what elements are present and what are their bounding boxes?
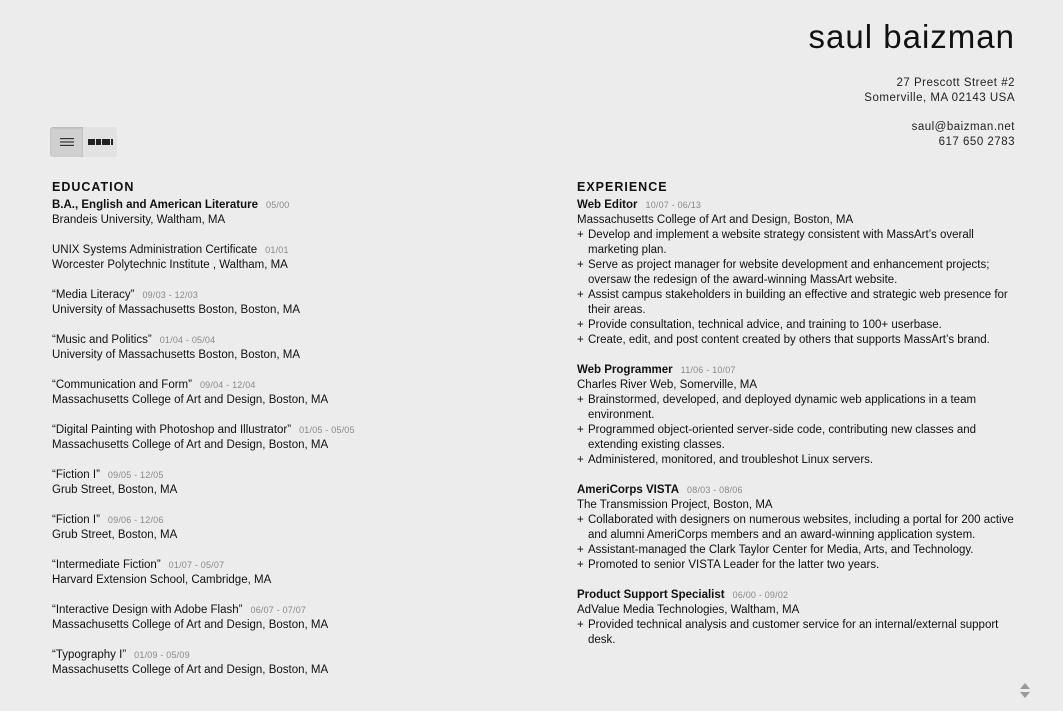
- education-dates: 01/01: [265, 245, 289, 255]
- education-entry: [52, 513, 532, 543]
- job-duties: [577, 513, 1017, 573]
- job-employer: Massachusetts College of Art and Design, Boston, MA: [577, 214, 854, 226]
- job-employer: The Transmission Project, Boston, MA: [577, 499, 773, 511]
- education-entry: [52, 468, 532, 498]
- job-title: AmeriCorps VISTA: [577, 484, 680, 496]
- education-dates: 09/06 - 12/06: [107, 515, 164, 525]
- education-title: “Communication and Form”: [52, 379, 192, 391]
- phone-number: 617 650 2783: [938, 136, 1015, 148]
- job-title: Web Programmer: [577, 364, 673, 376]
- education-entry: [52, 378, 532, 408]
- job-duties: [577, 618, 1017, 648]
- experience-section: [577, 180, 1017, 663]
- job-title: Web Editor: [577, 199, 638, 211]
- job-duty: + Administered, monitored, and troubleshot Linux servers.: [577, 453, 1017, 468]
- education-title: UNIX Systems Administration Certificate: [52, 244, 258, 256]
- education-institution: University of Massachusetts Boston, Boston, MA: [52, 349, 300, 361]
- education-entry: [52, 333, 532, 363]
- education-dates: 09/05 - 12/05: [107, 470, 164, 480]
- education-institution: Harvard Extension School, Cambridge, MA: [52, 574, 272, 586]
- education-dates: 09/04 - 12/04: [199, 380, 256, 390]
- education-title: “Typography I”: [52, 649, 127, 661]
- experience-entry: [577, 483, 1017, 573]
- email-link[interactable]: saul@baizman.net: [911, 121, 1015, 133]
- education-section: [52, 180, 532, 693]
- education-dates: 09/03 - 12/03: [142, 290, 199, 300]
- education-title: “Media Literacy”: [52, 289, 135, 301]
- education-institution: Grub Street, Boston, MA: [52, 529, 178, 541]
- job-duty: + Assistant-managed the Clark Taylor Center for Media, Arts, and Technology.: [577, 543, 1017, 558]
- job-duty: + Create, edit, and post content created by others that supports MassArt’s brand.: [577, 333, 1017, 348]
- education-institution: Grub Street, Boston, MA: [52, 484, 178, 496]
- education-institution: Massachusetts College of Art and Design, Boston, MA: [52, 664, 329, 676]
- list-view-icon: [59, 137, 75, 147]
- experience-heading: EXPERIENCE: [577, 180, 668, 194]
- job-dates: 11/06 - 10/07: [680, 365, 736, 375]
- education-entry: [52, 423, 532, 453]
- education-institution: Massachusetts College of Art and Design, Boston, MA: [52, 439, 329, 451]
- job-dates: 10/07 - 06/13: [645, 200, 702, 210]
- education-entry: [52, 243, 532, 273]
- education-dates: 01/07 - 05/07: [168, 560, 225, 570]
- contact-block: [912, 120, 1015, 150]
- job-duty: + Develop and implement a website strategy consistent with MassArt’s overall marketing plan.: [577, 228, 1017, 258]
- education-dates: 01/05 - 05/05: [299, 425, 355, 435]
- experience-entry: [577, 198, 1017, 348]
- education-entry: [52, 288, 532, 318]
- education-title: “Music and Politics”: [52, 334, 152, 346]
- education-dates: 06/07 - 07/07: [250, 605, 307, 615]
- education-entry: [52, 603, 532, 633]
- education-heading: EDUCATION: [52, 180, 135, 194]
- job-duty: + Programmed object-oriented server-side code, contributing new classes and extending existing classes.: [577, 423, 1017, 453]
- job-employer: AdValue Media Technologies, Waltham, MA: [577, 604, 800, 616]
- bar-view-button[interactable]: [83, 127, 116, 157]
- experience-entry: [577, 588, 1017, 648]
- education-title: “Digital Painting with Photoshop and Illustrator”: [52, 424, 292, 436]
- job-title: Product Support Specialist: [577, 589, 725, 601]
- education-entry: [52, 198, 532, 228]
- job-employer: Charles River Web, Somerville, MA: [577, 379, 758, 391]
- job-duties: [577, 393, 1017, 468]
- scroll-arrows-icon[interactable]: [1019, 682, 1031, 700]
- job-duty: + Brainstormed, developed, and deployed dynamic web applications in a team environment.: [577, 393, 1017, 423]
- education-entry: [52, 558, 532, 588]
- bar-view-icon: [87, 138, 113, 146]
- resume-name: saul baizman: [808, 18, 1015, 55]
- education-dates: 01/09 - 05/09: [134, 650, 190, 660]
- job-duty: + Serve as project manager for website development and enhancement projects; oversaw the redesign of the award-winning MassArt website.: [577, 258, 1017, 288]
- view-toggle: [50, 127, 117, 157]
- job-duty: + Collaborated with designers on numerous websites, including a portal for 200 active and alumni AmeriCorps members and an award-winning application system.: [577, 513, 1017, 543]
- education-entry: [52, 648, 532, 678]
- job-duty: + Provided technical analysis and customer service for an internal/external support desk.: [577, 618, 1017, 648]
- education-institution: University of Massachusetts Boston, Boston, MA: [52, 304, 300, 316]
- job-duty: + Provide consultation, technical advice, and training to 100+ userbase.: [577, 318, 1017, 333]
- list-view-button[interactable]: [50, 127, 83, 157]
- address-line-2: Somerville, MA 02143 USA: [864, 92, 1015, 104]
- education-title: “Fiction I”: [52, 469, 100, 481]
- education-title: “Fiction I”: [52, 514, 100, 526]
- education-title: B.A., English and American Literature: [52, 199, 258, 211]
- job-dates: 08/03 - 08/06: [687, 485, 743, 495]
- experience-entry: [577, 363, 1017, 468]
- education-institution: Massachusetts College of Art and Design, Boston, MA: [52, 394, 329, 406]
- education-dates: 01/04 - 05/04: [159, 335, 216, 345]
- education-title: “Interactive Design with Adobe Flash”: [52, 604, 243, 616]
- job-duty: + Assist campus stakeholders in building an effective and strategic web presence for their areas.: [577, 288, 1017, 318]
- job-duties: [577, 228, 1017, 348]
- education-dates: 05/00: [265, 200, 290, 210]
- education-institution: Brandeis University, Waltham, MA: [52, 214, 226, 226]
- job-duty: + Promoted to senior VISTA Leader for the latter two years.: [577, 558, 1017, 573]
- education-title: “Intermediate Fiction”: [52, 559, 161, 571]
- address-line-1: 27 Prescott Street #2: [896, 77, 1015, 89]
- education-institution: Worcester Polytechnic Institute , Waltham, MA: [52, 259, 288, 271]
- job-dates: 06/00 - 09/02: [732, 590, 789, 600]
- education-institution: Massachusetts College of Art and Design, Boston, MA: [52, 619, 329, 631]
- address-block: [864, 76, 1015, 106]
